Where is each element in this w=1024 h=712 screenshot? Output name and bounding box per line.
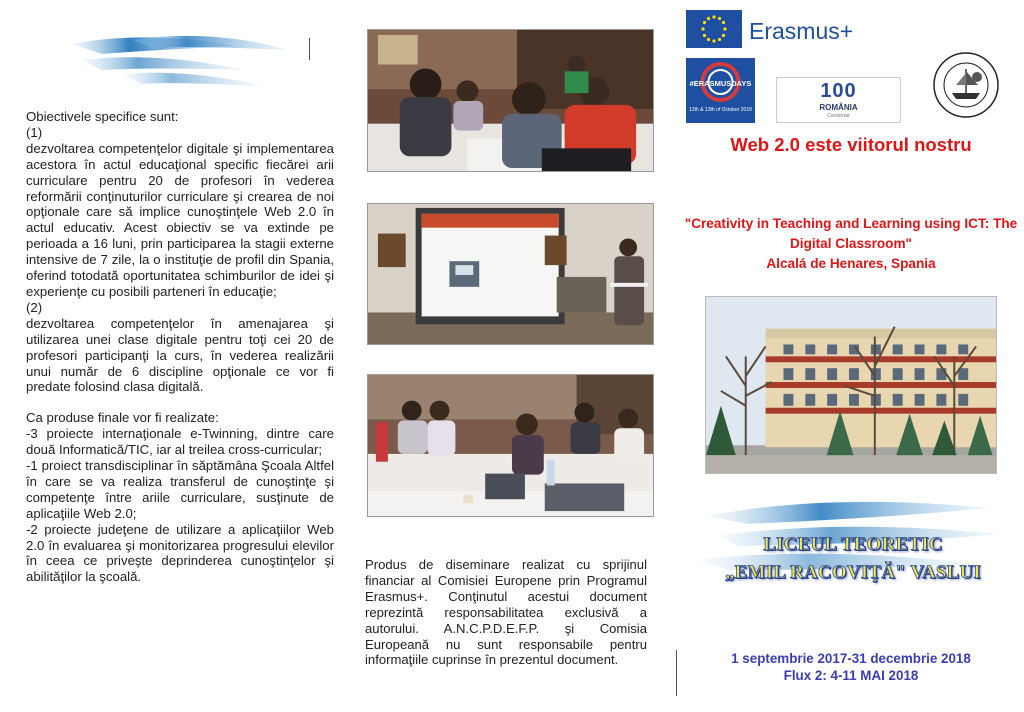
headline-title: Web 2.0 este viitorul nostru xyxy=(730,134,972,155)
disclaimer-paragraph: Produs de diseminare realizat cu sprijinul financiar al Comisiei Europene prin Programul Erasmus+. Conţinutul acestui document reprezintă responsabilitatea exclusivă a autorului. A.N.C.P.D.E.F.P. şi Comisia Europeană nu sunt responsabile pentru informaţiile cuprinse în prezentul document. xyxy=(365,557,647,668)
course-location: Alcalá de Henares, Spania xyxy=(766,256,936,271)
objectives-text xyxy=(26,109,334,585)
course-title: "Creativity in Teaching and Learning using ICT: The Digital Classroom" xyxy=(684,216,1018,251)
eu-flag-icon xyxy=(686,10,742,48)
disclaimer-text xyxy=(365,557,647,668)
erasmusdays-badge xyxy=(686,58,755,123)
objective-2-text: dezvoltarea competenţelor în amenajarea şi utilizarea unei clase digitale pentru toţi cei 20 de profesori participanţi la curs, în vederea realizării unui număr de 6 discipline opţionale ce vor fi predate folosind clasa digitală. xyxy=(26,315,334,395)
erasmusdays-dates: 12th & 13th of October 2018 xyxy=(689,107,752,113)
headline-course xyxy=(684,214,1018,274)
product-1: -3 proiecte internaţionale e-Twinning, dintre care două Informatică/TIC, iar al treilea cross-curricular; xyxy=(26,426,334,458)
school-seal-logo xyxy=(932,51,1000,119)
product-3: -2 proiecte judeţene de utilizare a aplicaţiilor Web 2.0 în evaluarea şi monitorizarea progresului elevilor în ceea ce priveşte deprinderea cunoştinţelor şi abilităţilor la şcoală. xyxy=(26,521,334,585)
photo-projector-presentation xyxy=(367,203,654,345)
erasmus-plus-label: Erasmus+ xyxy=(749,18,854,44)
fold-divider-right xyxy=(676,650,677,696)
objective-2-label: (2) xyxy=(26,299,43,315)
photo-classroom-laptops xyxy=(367,374,654,517)
romania-100-label: ROMÂNIA xyxy=(819,103,858,112)
project-period: 1 septembrie 2017-31 decembrie 2018 xyxy=(731,651,971,666)
blue-brush-stroke-decoration xyxy=(62,30,292,90)
flux-dates: Flux 2: 4-11 MAI 2018 xyxy=(783,668,919,683)
photo-group-meeting xyxy=(367,29,654,172)
romania-100-sub: Centenar xyxy=(827,113,850,119)
objectives-intro: Obiectivele specifice sunt: xyxy=(26,109,179,124)
objective-1-label: (1) xyxy=(26,124,43,140)
fold-divider-left xyxy=(309,38,310,60)
objective-1-text: dezvoltarea competenţelor digitale şi implementarea acestora în actul educaţional specific fiecărei arii curriculare pentru 20 de profesori în vederea reformării conţinuturilor curriculare şi crearea de noi opţionale care să implice cunoştinţele Web 2.0 în actul educativ. Acest obiectiv se va extinde pe perioada a 16 luni, prin participarea la stagii externe intensive de 7 zile, la o instituţie de profil din Spania, oferind totodată oportunitatea schimburilor de idei şi experienţe cu posibili parteneri în educaţie; xyxy=(26,140,334,299)
romania-100-number: 100 xyxy=(820,80,857,102)
romania-centenary-logo xyxy=(776,77,901,123)
products-intro: Ca produse finale vor fi realizate: xyxy=(26,410,219,426)
middle-column xyxy=(345,0,678,712)
school-name-line-1: LICEUL TEORETIC xyxy=(763,534,943,555)
photo-school-building xyxy=(705,296,997,474)
school-name-line-2: „EMIL RACOVIŢĂ" VASLUI xyxy=(724,562,982,583)
left-column xyxy=(0,0,345,712)
erasmus-plus-logo xyxy=(686,10,876,50)
product-2: -1 proiect transdisciplinar în săptămâna Şcoala Altfel în care se va realiza transferul de cunoştinţe şi competenţe între ariile curriculare, susţinute de aplicaţiile Web 2.0; xyxy=(26,458,334,521)
erasmusdays-label: #ERASMUSDAYS xyxy=(689,79,752,88)
right-column xyxy=(678,0,1024,712)
